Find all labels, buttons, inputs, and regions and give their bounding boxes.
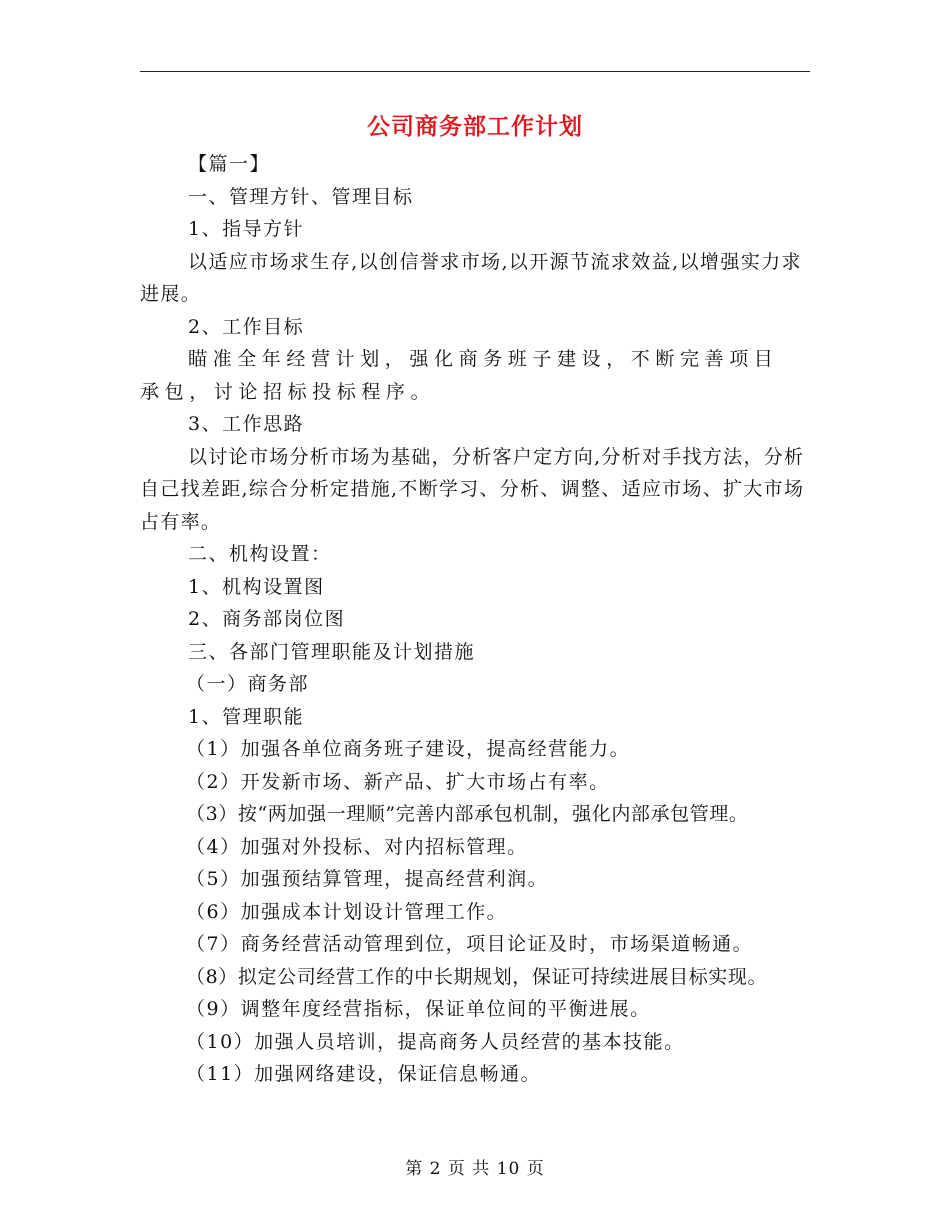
list-item: 1、机构设置图	[188, 575, 325, 598]
list-item: （1）加强各单位商务班子建设，提高经营能力。	[186, 738, 631, 760]
subsection-heading: 2、工作目标	[188, 315, 305, 338]
section-heading: 【篇一】	[188, 153, 271, 175]
list-item: （3）按“两加强一理顺”完善内部承包机制，强化内部承包管理。	[186, 803, 749, 825]
list-item: （7）商务经营活动管理到位，项目论证及时，市场渠道畅通。	[186, 933, 754, 955]
subsection-heading: 1、指导方针	[188, 218, 305, 240]
list-item: （4）加强对外投标、对内招标管理。	[186, 835, 528, 858]
section-heading: 一、管理方针、管理目标	[188, 185, 414, 208]
section-heading: 二、机构设置：	[188, 543, 332, 565]
list-item: （9）调整年度经营指标，保证单位间的平衡进展。	[186, 998, 651, 1020]
list-item: （6）加强成本计划设计管理工作。	[186, 900, 508, 923]
list-item: （10）加强人员培训，提高商务人员经营的基本技能。	[186, 1030, 685, 1053]
list-item: 2、商务部岗位图	[188, 608, 346, 630]
list-item: （2）开发新市场、新产品、扩大市场占有率。	[186, 770, 610, 793]
subsection-heading: （一）商务部	[186, 673, 310, 695]
header-rule	[140, 71, 810, 72]
document-body	[140, 148, 820, 1091]
page-number: 第 2 页 共 10 页	[405, 1159, 545, 1179]
subsection-heading: 1、管理职能	[188, 705, 305, 728]
section-heading: 三、各部门管理职能及计划措施	[188, 640, 476, 663]
paragraph: 以适应市场求生存,以创信誉求市场,以开源节流求效益,以增强实力求进展。	[140, 250, 802, 305]
list-item: （5）加强预结算管理，提高经营利润。	[186, 868, 549, 890]
subsection-heading: 3、工作思路	[188, 413, 305, 435]
paragraph: 瞄准全年经营计划，强化商务班子建设，不断完善项目承包，讨论招标投标程序。	[140, 348, 779, 403]
list-item: （11）加强网络建设，保证信息畅通。	[186, 1063, 542, 1085]
paragraph: 以讨论市场分析市场为基础，分析客户定方向,分析对手找方法，分析自己找差距,综合分析定措施,不断学习、分析、调整、适应市场、扩大市场占有率。	[140, 445, 805, 533]
document-title: 公司商务部工作计划	[367, 113, 583, 140]
list-item: （8）拟定公司经营工作的中长期规划，保证可持续进展目标实现。	[186, 965, 768, 988]
